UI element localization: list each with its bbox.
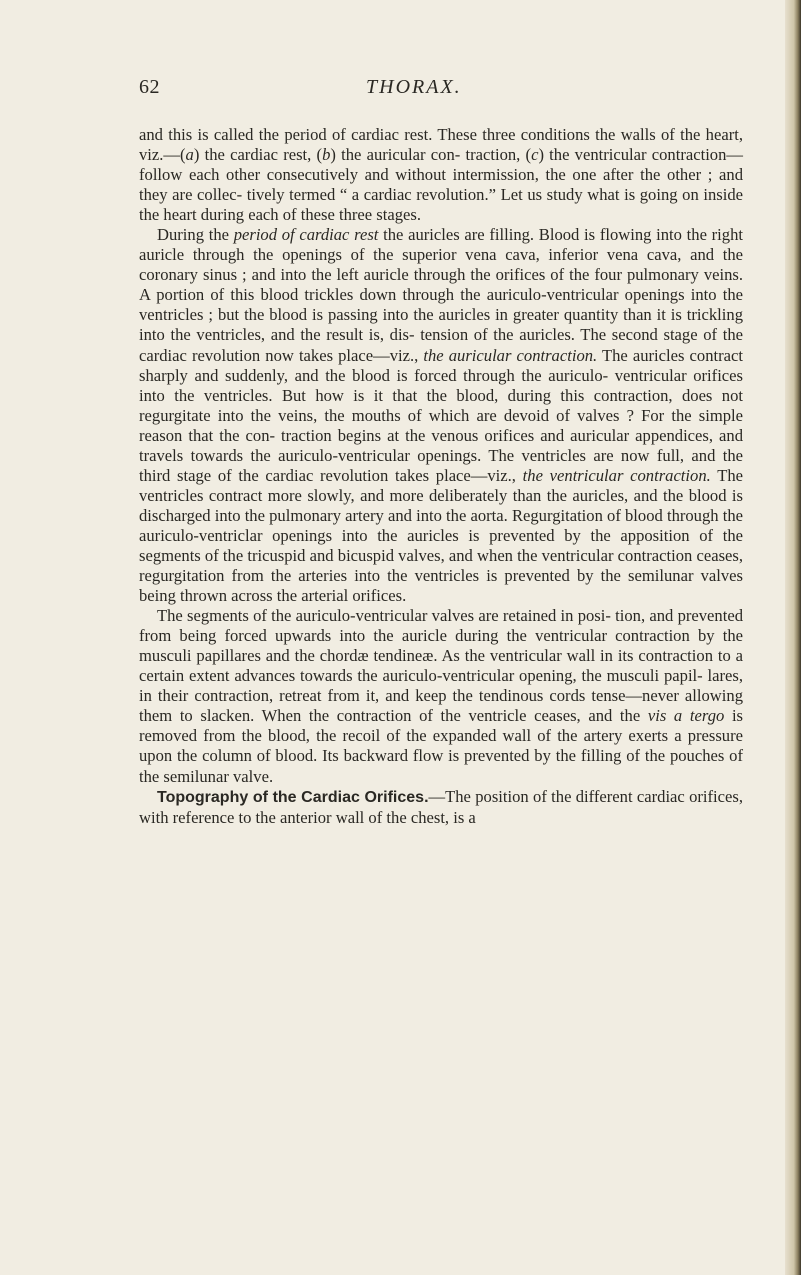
paragraph-text: The segments of the auriculo-ventricular valves are retained in posi- tion, and prevented from being forced upwards into the auricle during the ventricular contraction by the musculi papillares and the chordæ tendineæ. As the ventricular wall in its contraction to a certain extent advances towards the auriculo-ventricular opening, the musculi papil- lares, in their contraction, retreat from it, and keep the tendinous cords tense—never allowing them to slacken. When the contraction of the ventricle ceases, and the — [139, 606, 743, 726]
section-heading: Topography of the Cardiac Orifices. — [157, 788, 429, 806]
paragraph — [139, 225, 743, 606]
paragraph — [139, 787, 743, 828]
paragraph — [139, 606, 743, 786]
paragraph-text: During the — [157, 225, 234, 245]
paragraph-text: the auricles are filling. Blood is flowing into the right auricle through the openings of the superior vena cava, inferior vena cava, and the coronary sinus ; and into the left auricle through the orifices of the four pulmonary veins. A portion of this blood trickles down through the auriculo-ventricular openings into the ventricles ; but the blood is passing into the auricles in greater quantity than it is trickling into the ventricles, and the result is, dis- tension of the auricles. The second stage of the cardiac revolution now takes place—viz., — [139, 225, 743, 365]
paragraph-text: ) the cardiac rest, ( — [193, 145, 323, 165]
running-head: THORAX. — [366, 76, 462, 98]
page-header — [0, 76, 801, 106]
paragraph-text: is removed from the blood, the recoil of the expanded wall of the artery exerts a pressure upon the column of blood. Its backward flow is prevented by the filling of the pouches of the semilunar valve. — [139, 706, 744, 786]
paragraph-text: The auricles contract sharply and suddenly, and the blood is forced through the auriculo- ventricular orifices into the ventricles. But how is it that the blood, during this contraction, does not regurgitate into the veins, the mouths of which are devoid of valves ? For the simple reason that the con- traction begins at the venous orifices and auricular appendices, and travels towards the auriculo-ventricular openings. The ventricles are now full, and the third stage of the cardiac revolution takes place—viz., — [139, 345, 743, 485]
paragraph-text: and this is called the period of cardiac rest. These three conditions the walls of the heart, viz.—( — [139, 125, 743, 165]
paragraph — [139, 125, 743, 225]
italic-text: c — [531, 145, 539, 165]
italic-text: b — [322, 145, 331, 165]
paragraph-text: ) the ventricular contraction—follow each other consecutively and without intermission, the one after the other ; and they are collec- tively termed “ a cardiac revolution.” Let us study what is going on inside the heart during each of these three stages. — [139, 145, 743, 225]
italic-text: period of cardiac rest — [233, 225, 379, 245]
paragraph-text: ) the auricular con- traction, ( — [330, 145, 532, 165]
italic-text: the ventricular contraction. — [522, 465, 711, 485]
page-edge — [785, 0, 801, 1275]
paragraph-text: The ventricles contract more slowly, and more deliberately than the auricles, and the blood is discharged into the pulmonary artery and into the aorta. Regurgitation of blood through the auriculo-ventriclar openings into the auricles is prevented by the apposition of the segments of the tricuspid and bicuspid valves, and when the ventricular contraction ceases, regurgitation from the arteries into the ventricles is prevented by the semilunar valves being thrown across the arterial orifices. — [139, 465, 744, 606]
italic-text: the auricular contraction. — [423, 345, 598, 365]
body-text — [139, 125, 743, 828]
italic-text: a — [185, 145, 194, 165]
italic-text: vis a tergo — [647, 706, 725, 726]
paragraph-text: —The position of the different cardiac orifices, with reference to the anterior wall of the chest, is a — [139, 786, 743, 827]
page-number: 62 — [139, 76, 160, 98]
